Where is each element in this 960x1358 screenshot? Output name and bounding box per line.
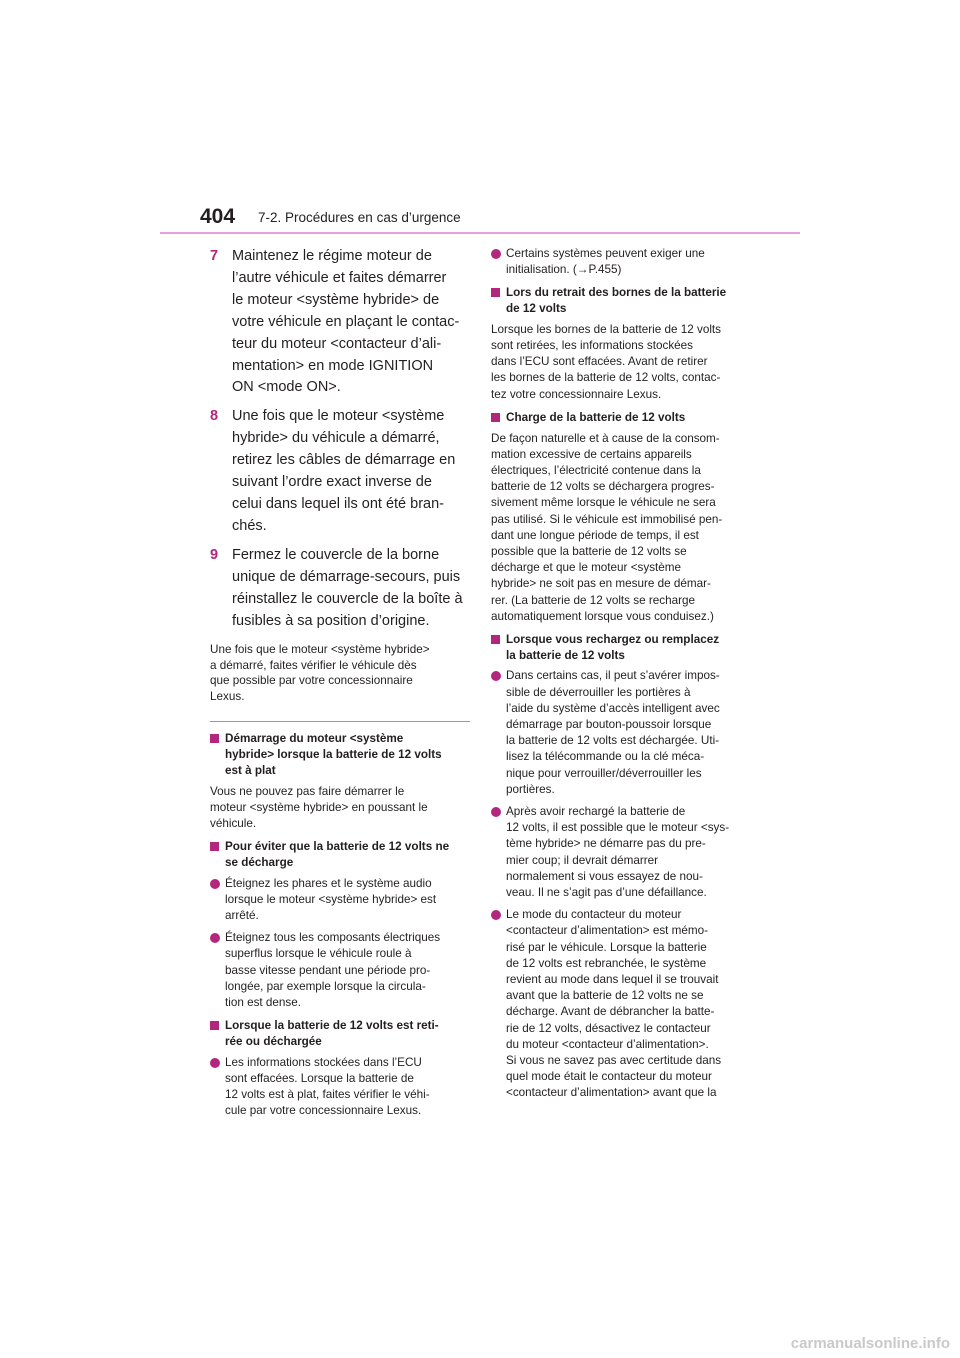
text-line: rée ou déchargée <box>225 1034 322 1048</box>
text-line: Après avoir rechargé la batterie de <box>506 805 686 818</box>
square-bullet-icon <box>491 288 500 297</box>
step-7 <box>210 246 470 399</box>
text-line: les bornes de la batterie de 12 volts, contac- <box>491 371 721 385</box>
text-line: tème hybride> ne démarre pas du pre- <box>506 837 706 851</box>
text-line: se décharge <box>225 855 294 869</box>
text-line: le moteur <système hybride> de <box>232 291 440 308</box>
text-line: Vous ne pouvez pas faire démarrer le <box>210 784 405 798</box>
bullet-lights-off <box>210 876 470 925</box>
text-line: pas utilisé. Si le véhicule est immobilisé pen- <box>491 512 723 526</box>
heading-recharge-replace <box>491 632 753 663</box>
watermark: carmanualsonline.info <box>790 1335 950 1352</box>
round-bullet-icon <box>210 1058 220 1068</box>
text-line: Lexus. <box>210 689 245 703</box>
text-line: superflus lorsque le véhicule roule à <box>225 947 412 961</box>
round-bullet-icon <box>210 879 220 889</box>
text-line: Si vous ne savez pas avec certitude dans <box>506 1054 722 1068</box>
section-divider <box>210 721 470 722</box>
round-bullet-icon <box>491 910 501 920</box>
text-line: longée, par exemple lorsque la circula- <box>225 979 426 993</box>
text-line: rie de 12 volts, désactivez le contacteur <box>506 1021 711 1035</box>
after-start-note <box>210 642 470 704</box>
text-line: dans l’ECU sont effacées. Avant de retirer <box>491 355 708 369</box>
text-line: tion est dense. <box>225 995 302 1009</box>
square-bullet-icon <box>210 842 219 851</box>
bullet-unlock-doors <box>491 668 753 798</box>
square-bullet-icon <box>491 635 500 644</box>
text-line: mation excessive de certains appareils <box>491 447 692 461</box>
page-number: 404 <box>200 205 236 228</box>
bullet-after-recharge <box>491 804 753 901</box>
text-line: possible que la batterie de 12 volts se <box>491 544 687 558</box>
text-line: du moteur <contacteur d’alimentation>. <box>506 1037 709 1051</box>
text-line: De façon naturelle et à cause de la consom- <box>491 431 720 445</box>
text-line: est à plat <box>225 763 276 777</box>
text-line: véhicule. <box>210 816 257 830</box>
battery-charge-paragraph <box>491 431 753 625</box>
step-number: 9 <box>210 546 219 563</box>
text-line: rer. (La batterie de 12 volts se recharge <box>491 593 695 607</box>
bullet-ecu-erased <box>210 1055 470 1120</box>
text-line: fusibles à sa position d’origine. <box>232 612 430 629</box>
bullet-switch-memory <box>491 907 753 1101</box>
text-line: dant une longue période de temps, il est <box>491 528 699 542</box>
text-line: moteur <système hybride> en poussant le <box>210 800 428 814</box>
text-line: retirez les câbles de démarrage en <box>232 452 456 469</box>
text-line: hybride> du véhicule a démarré, <box>232 430 440 447</box>
text-line: initialisation. (→P.455) <box>506 263 622 277</box>
text-line: l’aide du système d’accès intelligent avec <box>506 701 720 715</box>
text-line: que possible par votre concessionnaire <box>210 674 413 688</box>
header-rule <box>160 232 800 234</box>
text-line: sont effacées. Lorsque la batterie de <box>225 1071 414 1085</box>
text-line: Fermez le couvercle de la borne <box>232 546 440 563</box>
text-line: automatiquement lorsque vous conduisez.) <box>491 609 714 623</box>
text-line: Lorsque les bornes de la batterie de 12 volts <box>491 322 722 336</box>
text-line: basse vitesse pendant une période pro- <box>225 963 431 977</box>
text-line: suivant l’ordre exact inverse de <box>232 474 432 491</box>
text-line: normalement si vous essayez de nou- <box>506 869 703 883</box>
heading-prevent-discharge <box>210 839 470 870</box>
text-line: Éteignez les phares et le système audio <box>225 876 432 890</box>
heading-battery-charge <box>491 410 753 426</box>
heading-battery-removed <box>210 1018 470 1049</box>
text-line: électriques, l’électricité contenue dans la <box>491 463 701 477</box>
text-line: décharge. Avant de débrancher la batte- <box>506 1005 715 1019</box>
round-bullet-icon <box>491 807 501 817</box>
heading-dead-battery-start <box>210 731 470 778</box>
text-line: Pour éviter que la batterie de 12 volts ne <box>225 840 450 854</box>
text-line: Charge de la batterie de 12 volts <box>506 410 686 424</box>
text-line: Lorsque vous rechargez ou remplacez <box>506 632 720 646</box>
text-line: Éteignez tous les composants électriques <box>225 931 441 945</box>
text-line: sible de déverrouiller les portières à <box>506 685 691 699</box>
text-line: de 12 volts est rebranchée, le système <box>506 956 707 970</box>
text-line: Lorsque la batterie de 12 volts est reti- <box>225 1019 439 1033</box>
text-line: lisez la télécommande ou la clé méca- <box>506 750 705 764</box>
text-line: Démarrage du moteur <système <box>225 732 404 746</box>
terminal-removal-paragraph <box>491 322 753 403</box>
round-bullet-icon <box>210 933 220 943</box>
text-line: de 12 volts <box>506 302 567 316</box>
text-line: l’autre véhicule et faites démarrer <box>232 269 447 286</box>
text-line: avant que la batterie de 12 volts ne se <box>506 989 704 1003</box>
text-line: unique de démarrage-secours, puis <box>232 568 461 585</box>
text-line: tez votre concessionnaire Lexus. <box>491 387 662 401</box>
text-line: chés. <box>232 517 267 534</box>
square-bullet-icon <box>210 734 219 743</box>
text-line: celui dans lequel ils ont été bran- <box>232 495 444 512</box>
section-title: 7-2. Procédures en cas d’urgence <box>258 210 461 225</box>
text-line: Les informations stockées dans l’ECU <box>225 1055 422 1069</box>
text-line: batterie de 12 volts se déchargera progres- <box>491 480 715 494</box>
text-line: 12 volts, il est possible que le moteur <sys- <box>506 821 730 835</box>
text-line: Le mode du contacteur du moteur <box>506 908 682 922</box>
text-line: quel mode était le contacteur du moteur <box>506 1070 712 1084</box>
right-column <box>491 246 753 1108</box>
step-number: 8 <box>210 408 219 425</box>
text-line: a démarré, faites vérifier le véhicule dès <box>210 658 417 672</box>
text-line: veau. Il ne s’agit pas d’une défaillance. <box>506 886 707 900</box>
step-8 <box>210 406 470 537</box>
square-bullet-icon <box>491 413 500 422</box>
step-9 <box>210 545 470 633</box>
text-line: mier coup; il devrait démarrer <box>506 853 658 867</box>
text-line: décharge et que le moteur <système <box>491 561 682 575</box>
bullet-initialization <box>491 246 753 278</box>
text-line: cule par votre concessionnaire Lexus. <box>225 1104 422 1118</box>
text-line: sivement même lorsque le véhicule ne sera <box>491 496 716 510</box>
text-line: arrêté. <box>225 908 259 922</box>
text-line: risé par le véhicule. Lorsque la batterie <box>506 940 707 954</box>
text-line: portières. <box>506 782 555 796</box>
text-line: votre véhicule en plaçant le contac- <box>232 313 460 330</box>
text-line: <contacteur d’alimentation> avant que la <box>506 1086 717 1100</box>
text-line: nique pour verrouiller/déverrouiller les <box>506 766 702 780</box>
text-line: lorsque le moteur <système hybride> est <box>225 892 437 906</box>
text-line: Une fois que le moteur <système hybride> <box>210 643 430 657</box>
text-line: la batterie de 12 volts <box>506 648 625 662</box>
text-line: la batterie de 12 volts est déchargée. Uti- <box>506 734 720 748</box>
text-line: Lors du retrait des bornes de la batterie <box>506 286 727 300</box>
text-line: ON <mode ON>. <box>232 379 341 396</box>
push-start-paragraph <box>210 784 470 833</box>
square-bullet-icon <box>210 1021 219 1030</box>
text-line: Dans certains cas, il peut s’avérer impos- <box>506 669 720 683</box>
text-line: teur du moteur <contacteur d’ali- <box>232 335 442 352</box>
text-line: démarrage par bouton-poussoir lorsque <box>506 717 712 731</box>
text-line: mentation> en mode IGNITION <box>232 357 434 374</box>
text-line: revient au mode dans lequel il se trouvait <box>506 973 719 987</box>
text-line: hybride> lorsque la batterie de 12 volts <box>225 748 442 762</box>
text-line: Certains systèmes peuvent exiger une <box>506 247 705 260</box>
step-number: 7 <box>210 248 219 264</box>
text-line: sont retirées, les informations stockées <box>491 339 694 353</box>
text-line: <contacteur d’alimentation> est mémo- <box>506 924 709 938</box>
text-line: réinstallez le couvercle de la boîte à <box>232 590 463 607</box>
bullet-components-off <box>210 930 470 1011</box>
text-line: hybride> ne soit pas en mesure de démar- <box>491 577 711 591</box>
left-column <box>210 246 470 1125</box>
text-line: Une fois que le moteur <système <box>232 408 445 425</box>
text-line: Maintenez le régime moteur de <box>232 248 432 264</box>
round-bullet-icon <box>491 249 501 259</box>
heading-terminal-removal <box>491 285 753 316</box>
round-bullet-icon <box>491 671 501 681</box>
text-line: 12 volts est à plat, faites vérifier le véhi- <box>225 1087 430 1101</box>
